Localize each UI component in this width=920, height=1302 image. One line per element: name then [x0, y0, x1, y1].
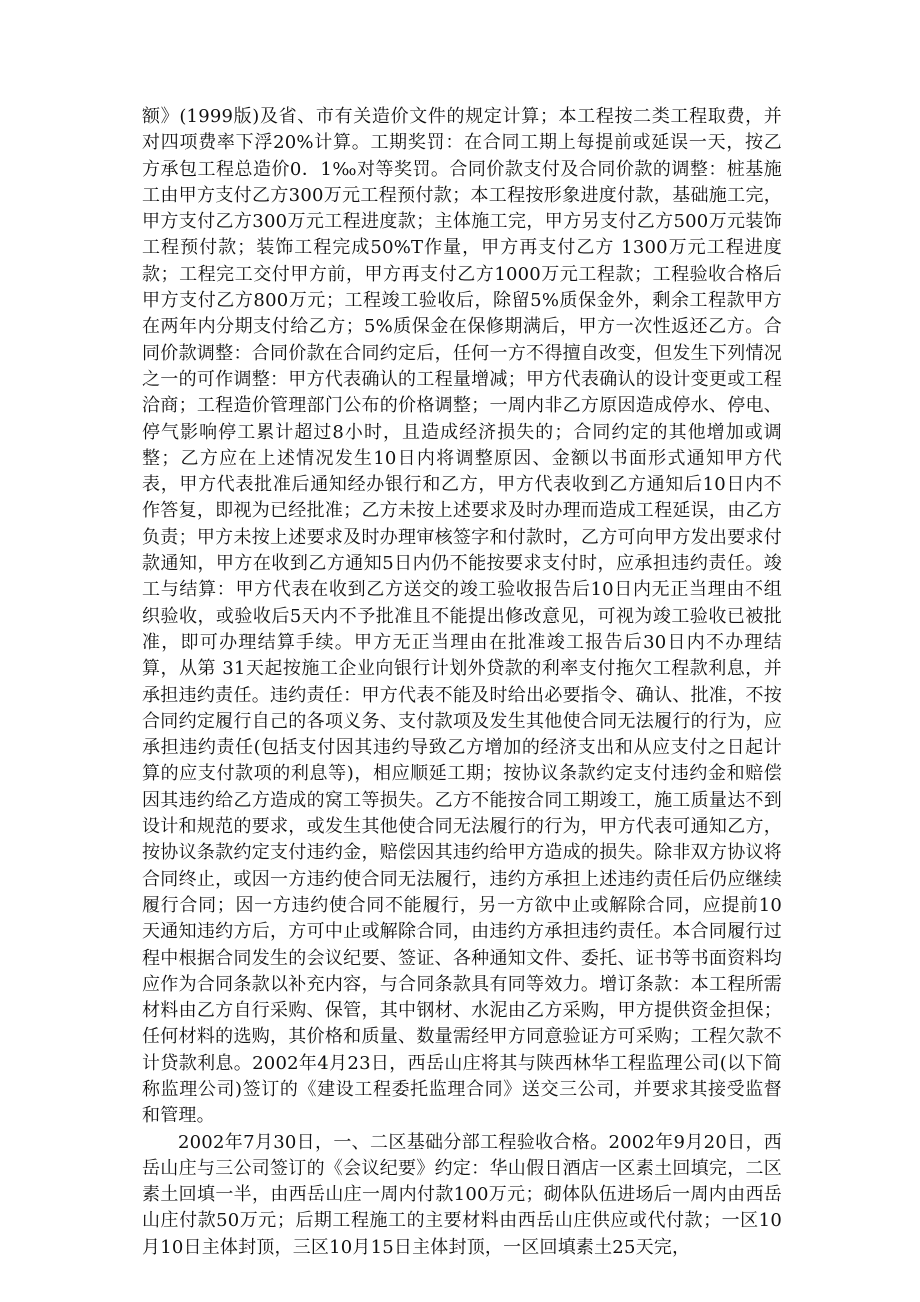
paragraph-acceptance-events: 2002年7月30日，一、二区基础分部工程验收合格。2002年9月20日，西岳山庄与三公司签订的《会议纪要》约定：华山假日酒店一区素土回填完，二区素土回填一半，由西岳山庄一周内付款100万元；砌体队伍进场后一周内由西岳山庄付款50万元；后期工程施工的主要材料由西岳山庄供应或代付款；一区10月10日主体封顶，三区10月15日主体封顶，一区回填素土25天完， — [142, 1131, 782, 1258]
paragraph-contract-terms: 额》(1999版)及省、市有关造价文件的规定计算；本工程按二类工程取费，并对四项费率下浮20%计算。工期奖罚：在合同工期上每提前或延误一天，按乙方承包工程总造价0．1‰对等奖罚。合同价款支付及合同价款的调整：桩基施工由甲方支付乙方300万元工程预付款；本工程按形象进度付款，基础施工完，甲方支付乙方300万元工程进度款；主体施工完，甲方另支付乙方500万元装饰工程预付款；装饰工程完成50%T作量，甲方再支付乙方 1300万元工程进度款；工程完工交付甲方前，甲方再支付乙方1000万元工程款；工程验收合格后甲方支付乙方800万元；工程竣工验收后，除留5%质保金外，剩余工程款甲方在两年内分期支付给乙方；5%质保金在保修期满后，甲方一次性返还乙方。合同价款调整：合同价款在合同约定后，任何一方不得擅自改变，但发生下列情况之一的可作调整：甲方代表确认的工程量增减；甲方代表确认的设计变更或工程洽商；工程造价管理部门公布的价格调整；一周内非乙方原因造成停水、停电、停气影响停工累计超过8小时，且造成经济损失的；合同约定的其他增加或调整；乙方应在上述情况发生10日内将调整原因、金额以书面形式通知甲方代表，甲方代表批准后通知经办银行和乙方，甲方代表收到乙方通知后10日内不作答复，即视为已经批准；乙方未按上述要求及时办理而造成工程延误，由乙方负责；甲方未按上述要求及时办理审核签字和付款时，乙方可向甲方发出要求付款通知，甲方在收到乙方通知5日内仍不能按要求支付时，应承担违约责任。竣工与结算：甲方代表在收到乙方送交的竣工验收报告后10日内无正当理由不组织验收，或验收后5天内不予批准且不能提出修改意见，可视为竣工验收已被批准，即可办理结算手续。甲方无正当理由在批准竣工报告后30日内不办理结算，从第 31天起按施工企业向银行计划外贷款的利率支付拖欠工程款利息，并承担违约责任。违约责任：甲方代表不能及时给出必要指令、确认、批准，不按合同约定履行自己的各项义务、支付款项及发生其他使合同无法履行的行为，应承担违约责任(包括支付因其违约导致乙方增加的经济支出和从应支付之日起计算的应支付款项的利息等)，相应顺延工期；按协议条款约定支付违约金和赔偿因其违约给乙方造成的窝工等损失。乙方不能按合同工期竣工，施工质量达不到设计和规范的要求，或发生其他使合同无法履行的行为，甲方代表可通知乙方，按协议条款约定支付违约金，赔偿因其违约给甲方造成的损失。除非双方协议将合同终止，或因一方违约使合同无法履行，违约方承担上述违约责任后仍应继续履行合同；因一方违约使合同不能履行，另一方欲中止或解除合同，应提前10天通知违约方后，方可中止或解除合同，由违约方承担违约责任。本合同履行过程中根据合同发生的会议纪要、签证、各种通知文件、委托、证书等书面资料均应作为合同条款以补充内容，与合同条款具有同等效力。增订条款：本工程所需材料由乙方自行采购、保管，其中钢材、水泥由乙方采购，甲方提供资金担保；任何材料的选购，其价格和质量、数量需经甲方同意验证方可采购；工程欠款不计贷款利息。2002年4月23日，西岳山庄将其与陕西林华工程监理公司(以下简称监理公司)签订的《建设工程委托监理合同》送交三公司，并要求其接受监督和管理。 — [142, 106, 782, 1127]
document-body — [142, 104, 782, 1261]
